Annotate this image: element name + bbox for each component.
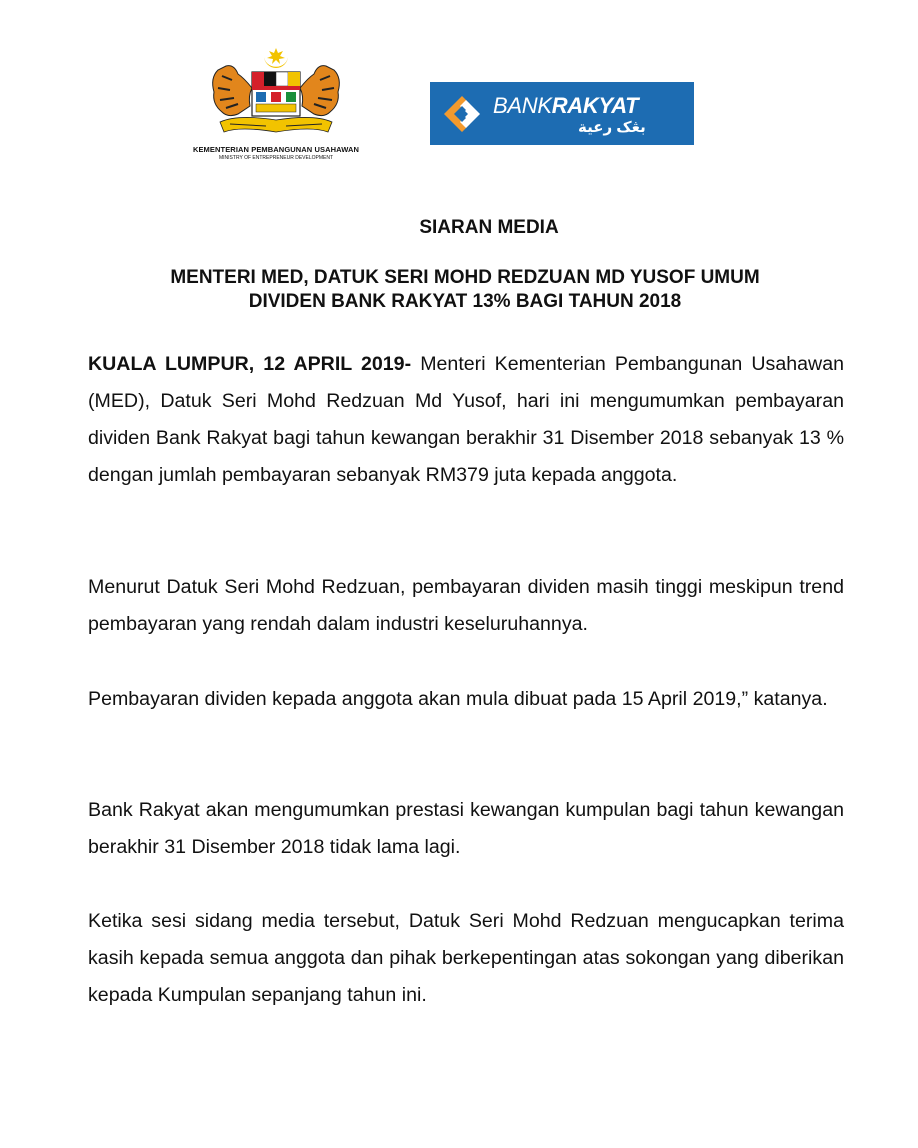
paragraph-2: Menurut Datuk Seri Mohd Redzuan, pembayaran dividen masih tinggi meskipun trend pembayaran yang rendah dalam industri keseluruhannya. <box>88 576 844 635</box>
headline-line-2: DIVIDEN BANK RAKYAT 13% BAGI TAHUN 2018 <box>248 291 682 312</box>
bank-wordmark-jawi: بڠک رعية <box>578 119 646 136</box>
bank-wordmark-part2: RAKYAT <box>551 93 639 118</box>
paragraph-4: Bank Rakyat akan mengumumkan prestasi kewangan kumpulan bagi tahun kewangan berakhir 31 Disember 2018 tidak lama lagi. <box>88 799 844 858</box>
coat-of-arms-icon <box>208 48 344 140</box>
paragraph-1-text: Menteri Kementerian Pembangunan Usahawan (MED), Datuk Seri Mohd Redzuan Md Yusof, hari ini mengumumkan pembayaran dividen Bank Rakyat bagi tahun kewangan berakhir 31 Disember 2018 sebanyak 13 % dengan jumlah pembayaran sebanyak RM379 juta kepada anggota. <box>88 353 844 486</box>
document-type-title: SIARAN MEDIA <box>419 217 559 238</box>
ministry-name-english: MINISTRY OF ENTREPRENEUR DEVELOPMENT <box>219 155 333 161</box>
headline <box>0 266 918 314</box>
letterhead <box>0 0 918 180</box>
paragraph-5: Ketika sesi sidang media tersebut, Datuk Seri Mohd Redzuan mengucapkan terima kasih kepada semua anggota dan pihak berkepentingan atas sokongan yang diberikan kepada Kumpulan sepanjang tahun ini. <box>88 910 844 1006</box>
bank-rakyat-emblem-icon <box>438 90 486 138</box>
bank-wordmark <box>493 93 638 119</box>
ministry-logo <box>186 48 366 170</box>
paragraph-3: Pembayaran dividen kepada anggota akan mula dibuat pada 15 April 2019,” katanya. <box>88 688 828 710</box>
bank-wordmark-part1: BANK <box>493 93 552 118</box>
bank-rakyat-logo <box>430 82 694 145</box>
paragraph-1 <box>88 346 844 494</box>
headline-line-1: MENTERI MED, DATUK SERI MOHD REDZUAN MD YUSOF UMUM <box>170 267 760 288</box>
dateline: KUALA LUMPUR, 12 APRIL 2019- <box>88 353 412 375</box>
ministry-name: KEMENTERIAN PEMBANGUNAN USAHAWAN <box>192 145 360 154</box>
